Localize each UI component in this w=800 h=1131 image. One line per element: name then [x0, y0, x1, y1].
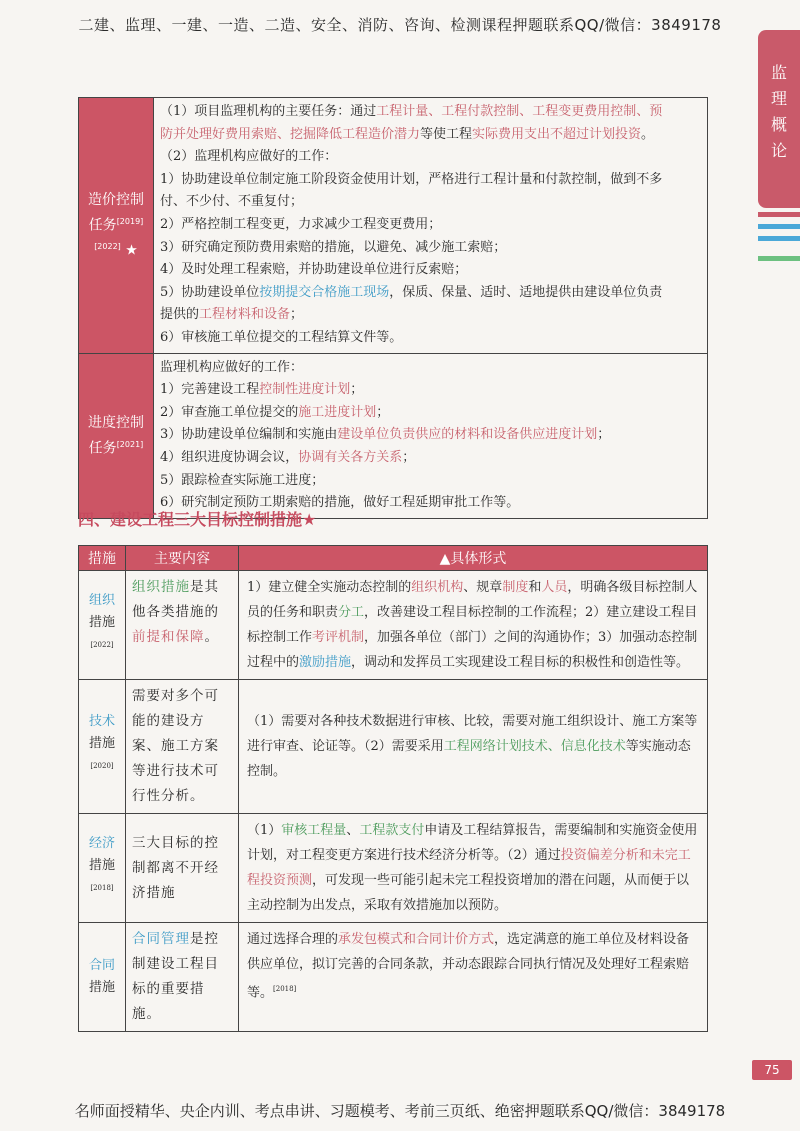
- text: 3）研究确定预防费用索赔的措施，以避免、减少施工索赔；: [160, 239, 507, 255]
- text: 6）研究制定预防工期索赔的措施，做好工程延期审批工作等。: [160, 495, 520, 511]
- measure-main: 三大目标的控制都离不开经济措施: [126, 814, 239, 923]
- side-stripe: [758, 224, 800, 229]
- text: ；: [402, 449, 416, 465]
- highlight: 工程网络计划技术、信息化技术: [443, 739, 626, 754]
- table-header-row: [79, 546, 708, 571]
- year-tag: [2021]: [116, 439, 144, 449]
- text: 、: [346, 823, 360, 838]
- highlight: 工程计量、工程付款控制、工程变更费用控制、预: [376, 104, 663, 119]
- text: ；: [597, 427, 611, 443]
- text: 。: [204, 629, 219, 645]
- text: ；: [350, 382, 364, 398]
- measure-main: [126, 571, 239, 680]
- text: 经济: [88, 835, 115, 851]
- label-text: 进度控制: [88, 414, 144, 431]
- label-text: 任务: [88, 217, 117, 234]
- text: ；: [290, 307, 304, 323]
- text: 5）跟踪检查实际施工进度；: [160, 472, 325, 488]
- side-stripe: [758, 256, 800, 261]
- col-header: 措施: [79, 546, 126, 571]
- side-tab-chapter: [758, 30, 800, 208]
- schedule-control-label: [79, 353, 154, 518]
- text: 、规章: [463, 580, 503, 595]
- text: ，可发现一些可能引起未完工程投资增加的潜在问题，从而便于以主动控制为出发点，采取有效措施加以预防。: [247, 873, 690, 913]
- highlight: 投资偏差分析和未完工程投资预测: [247, 848, 691, 888]
- measure-detail: [239, 923, 708, 1032]
- page-header: 二建、监理、一建、一造、二造、安全、消防、咨询、检测课程押题联系QQ/微信：3849178: [78, 16, 722, 34]
- year-tag: [2020]: [90, 762, 114, 771]
- text: 是控制建设工程目标的重要措施。: [132, 931, 219, 1022]
- text: 合同: [88, 958, 115, 973]
- text: ，调动和发挥员工实现建设工程目标的积极性和创造性等。: [351, 655, 690, 670]
- label-text: 造价控制: [88, 191, 144, 208]
- page-number: 75: [752, 1060, 792, 1080]
- text: 技术: [88, 714, 115, 730]
- highlight: 施工进度计划: [298, 404, 377, 420]
- text: 措施: [88, 980, 115, 995]
- text: 等实施动态控制。: [247, 739, 691, 779]
- highlight: 按期提交合格施工现场: [259, 284, 390, 300]
- text: （2）监理机构应做好的工作：: [160, 149, 338, 165]
- text: 等使工程: [420, 126, 473, 142]
- star-icon: ★: [125, 242, 138, 259]
- side-tab-char: 论: [770, 141, 787, 160]
- text: 付、不少付、不重复付；: [160, 194, 304, 210]
- measure-main: [126, 923, 239, 1032]
- highlight: 激励措施: [299, 655, 352, 670]
- col-header: 主要内容: [126, 546, 239, 571]
- text: 措施: [88, 857, 115, 873]
- label-text: 任务: [88, 440, 117, 457]
- col-header: ▲具体形式: [239, 546, 708, 571]
- text: 措施: [88, 614, 115, 630]
- text: （1）: [247, 823, 282, 838]
- schedule-control-row: [79, 353, 708, 518]
- side-tab-text: [758, 60, 800, 164]
- text: ，明确各级目标控制人员的任务和职责: [247, 580, 698, 620]
- year-tag: [2018]: [90, 883, 114, 892]
- text: 4）组织进度协调会议，: [160, 449, 299, 465]
- measure-name: [79, 923, 126, 1032]
- highlight: 制度: [502, 580, 529, 595]
- side-tab-char: 监: [770, 63, 787, 82]
- schedule-control-content: [154, 353, 708, 518]
- text: 提供的: [160, 307, 200, 323]
- highlight: 分工: [338, 605, 365, 620]
- measure-name: [79, 680, 126, 814]
- text: ，加强各单位（部门）之间的沟通协作；3）加强动态控制过程中的: [247, 630, 698, 670]
- cost-control-label: [79, 98, 154, 354]
- text: ；: [376, 404, 390, 420]
- measure-name: [79, 571, 126, 680]
- text: 2）严格控制工程变更，力求减少工程变更费用；: [160, 216, 442, 232]
- side-tab-char: 概: [770, 115, 787, 134]
- table-row-tech: [79, 680, 708, 814]
- text: ，保质、保量、适时、适地提供由建设单位负责: [389, 284, 663, 300]
- measure-detail: [239, 814, 708, 923]
- highlight: 前提和保障: [132, 629, 205, 645]
- text: 3）协助建设单位编制和实施由: [160, 427, 338, 443]
- highlight: 工程款支付: [359, 823, 425, 838]
- text: 5）协助建设单位: [160, 284, 260, 300]
- measures-table: [78, 545, 708, 1032]
- text: 4）及时处理工程索赔，并协助建设单位进行反索赔；: [160, 262, 468, 278]
- measure-detail: [239, 680, 708, 814]
- highlight: 人员: [541, 580, 568, 595]
- highlight: 工程材料和设备: [199, 307, 291, 323]
- highlight: 组织措施: [132, 579, 190, 595]
- measure-detail: [239, 571, 708, 680]
- highlight: 建设单位负责供应的材料和设备供应进度计划: [337, 427, 598, 443]
- text: 监理机构应做好的工作：: [160, 359, 304, 375]
- cost-control-content: [154, 98, 708, 354]
- year-tag: [2019]: [116, 216, 144, 226]
- side-stripe: [758, 236, 800, 241]
- cost-control-row: [79, 98, 708, 354]
- table-row-org: [79, 571, 708, 680]
- text: 措施: [88, 736, 115, 752]
- year-tag: [2022]: [94, 242, 121, 252]
- side-stripe: [758, 212, 800, 217]
- highlight: 控制性进度计划: [259, 382, 351, 398]
- highlight: 防并处理好费用索赔、挖掘降低工程造价潜力: [160, 126, 421, 142]
- text: 是其他各类措施的: [132, 579, 219, 620]
- side-tab-char: 理: [770, 89, 787, 108]
- text: 6）审核施工单位提交的工程结算文件等。: [160, 329, 403, 345]
- text: 。: [641, 126, 655, 142]
- text: 1）完善建设工程: [160, 382, 260, 398]
- text: 通过选择合理的: [247, 932, 339, 947]
- highlight: 协调有关各方关系: [298, 449, 403, 465]
- table-row-contract: [79, 923, 708, 1032]
- text: 1）建立健全实施动态控制的: [247, 580, 412, 595]
- text: 组织: [88, 592, 115, 608]
- text: （1）需要对各种技术数据进行审核、比较，需要对施工组织设计、施工方案等进行审查、论证等。（2）需要采用: [247, 714, 698, 754]
- table-row-econ: [79, 814, 708, 923]
- year-tag: [2022]: [90, 640, 114, 649]
- section-title: 四、建设工程三大目标控制措施★: [78, 510, 317, 529]
- text: ，选定满意的施工单位及材料设备供应单位，拟订完善的合同条款，并动态跟踪合同执行情况及处理好工程索赔等。: [247, 932, 690, 1001]
- highlight: 组织机构: [411, 580, 464, 595]
- highlight: 实际费用支出不超过计划投资: [472, 126, 642, 142]
- text: 2）审查施工单位提交的: [160, 404, 299, 420]
- page-footer: 名师面授精华、央企内训、考点串讲、习题模考、考前三页纸、绝密押题联系QQ/微信：3849178: [74, 1102, 726, 1120]
- text: （1）项目监理机构的主要任务：通过: [160, 104, 377, 119]
- text: 1）协助建设单位制定施工阶段资金使用计划，严格进行工程计量和付款控制，做到不多: [160, 171, 663, 187]
- measure-name: [79, 814, 126, 923]
- highlight: 审核工程量: [281, 823, 347, 838]
- text: 申请及工程结算报告，需要编制和实施资金使用计划，对工程变更方案进行技术经济分析等。（2）通过: [247, 823, 698, 863]
- text: 和: [528, 580, 542, 595]
- year-tag: [2018]: [273, 985, 297, 993]
- measure-main: 需要对多个可能的建设方案、施工方案等进行技术可行性分析。: [126, 680, 239, 814]
- text: ，改善建设工程目标控制的工作流程；2）建立建设工程目标控制工作: [247, 605, 698, 645]
- highlight: 合同管理: [132, 931, 190, 947]
- task-table: [78, 97, 708, 519]
- highlight: 承发包模式和合同计价方式: [338, 932, 495, 947]
- highlight: 考评机制: [312, 630, 365, 645]
